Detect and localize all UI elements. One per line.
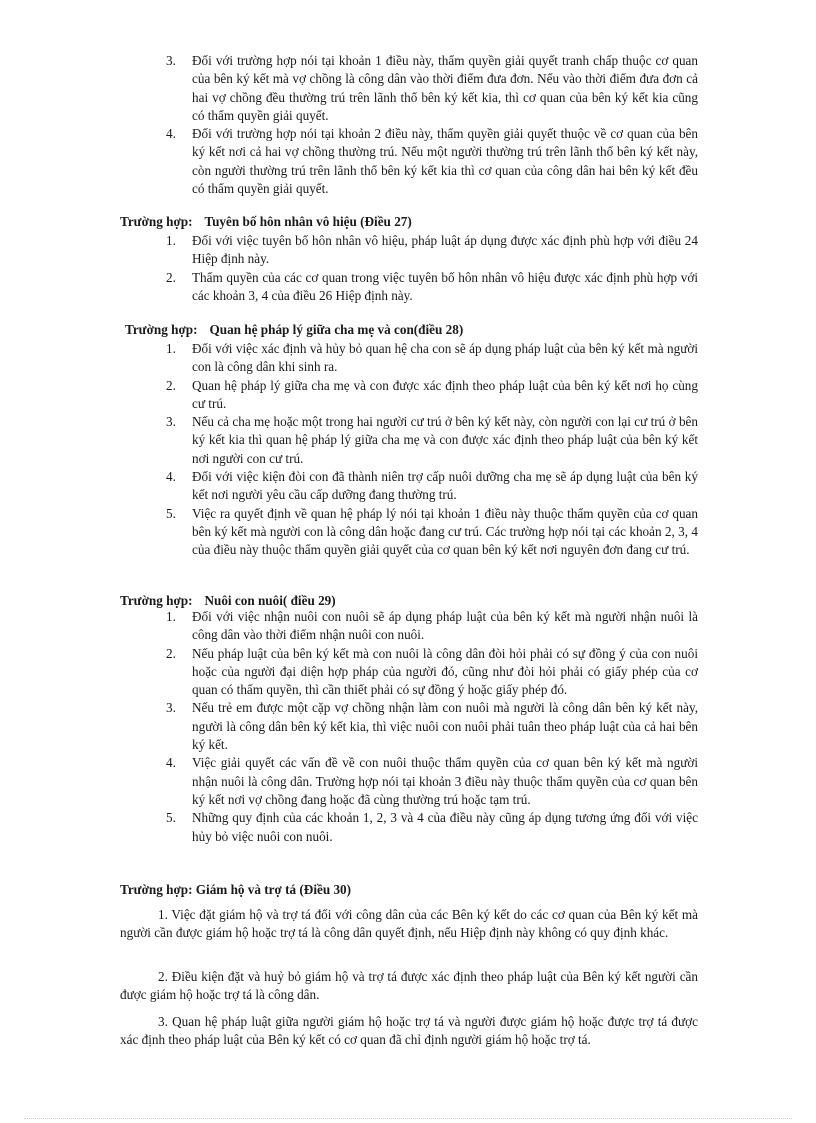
- item-number: 4.: [166, 755, 176, 771]
- item-text: Đối với việc tuyên bố hôn nhân vô hiệu, pháp luật áp dụng được xác định phù hợp với điều 24 Hiệp định này.: [192, 233, 698, 267]
- article-26-continued-list: [166, 52, 698, 198]
- heading-label: Trường hợp:: [120, 593, 193, 608]
- heading-title: Tuyên bố hôn nhân vô hiệu (Điều 27): [204, 214, 412, 229]
- list-item: [166, 608, 698, 645]
- list-item: [166, 809, 698, 846]
- item-number: 3.: [166, 414, 176, 430]
- item-text: Nếu cả cha mẹ hoặc một trong hai người cư trú ở bên ký kết này, còn người con lại cư trú ở bên ký kết kia thì quan hệ pháp lý giữa cha mẹ và con được xác định theo pháp luật của bên ký kết nơi người con cư trú.: [192, 414, 698, 466]
- item-text: Nếu trẻ em được một cặp vợ chồng nhận làm con nuôi mà người là công dân bên ký kết này, người là công dân bên ký kết kia, thì việc nuôi con nuôi phải tuân theo pháp luật của cả hai bên ký kết.: [192, 700, 698, 753]
- item-number: 3.: [166, 53, 176, 68]
- item-number: 1.: [166, 609, 176, 624]
- item-number: 2.: [166, 269, 176, 285]
- section-heading-article-27: [120, 213, 412, 231]
- item-number: 1.: [166, 233, 176, 248]
- article-29-list: [166, 608, 698, 846]
- list-item: [166, 505, 698, 560]
- paragraph: 2. Điều kiện đặt và huỷ bỏ giám hộ và trợ tá được xác định theo pháp luật của Bên ký kết người cần được giám hộ hoặc trợ tá là công dân.: [120, 969, 698, 1003]
- heading-title: Nuôi con nuôi( điều 29): [204, 593, 336, 608]
- item-text: Thẩm quyền của các cơ quan trong việc tuyên bố hôn nhân vô hiệu được xác định phù hợp với các khoản 3, 4 của điều 26 Hiệp định này.: [192, 269, 698, 303]
- list-item: [166, 125, 698, 198]
- list-item: [166, 52, 698, 125]
- item-text: Đối với việc kiện đòi con đã thành niên trợ cấp nuôi dưỡng cha mẹ sẽ áp dụng luật của bên ký kết nơi người yêu cầu cấp dưỡng đang thường trú.: [192, 469, 698, 503]
- article-27-list: [166, 232, 698, 305]
- item-number: 4.: [166, 126, 176, 142]
- list-item: [166, 413, 698, 468]
- item-number: 4.: [166, 469, 176, 485]
- list-item: [166, 468, 698, 505]
- list-item: [166, 340, 698, 377]
- list-item: [166, 645, 698, 700]
- list-item: [166, 377, 698, 414]
- list-item: [166, 232, 698, 269]
- article-28-list: [166, 340, 698, 560]
- list-item: [166, 699, 698, 754]
- item-text: Những quy định của các khoản 1, 2, 3 và 4 của điều này cũng áp dụng tương ứng đối với việc hủy bỏ việc nuôi con nuôi.: [192, 810, 698, 844]
- item-text: Quan hệ pháp lý giữa cha mẹ và con được xác định theo pháp luật của bên ký kết nơi họ cùng cư trú.: [192, 377, 698, 411]
- item-number: 5.: [166, 505, 176, 521]
- item-number: 2.: [166, 645, 176, 661]
- item-number: 2.: [166, 377, 176, 393]
- page-bottom-rule: [24, 1118, 792, 1119]
- item-text: Việc giải quyết các vấn đề về con nuôi thuộc thẩm quyền của cơ quan bên ký kết mà người nhận nuôi là công dân. Trường hợp nói tại khoản 3 điều này thuộc thẩm quyền của cơ quan bên ký kết nơi vợ chồng đang hoặc đã cùng thường trú hoặc tạm trú.: [192, 755, 698, 807]
- item-number: 5.: [166, 810, 176, 826]
- section-heading-article-30: Trường hợp: Giám hộ và trợ tá (Điều 30): [120, 882, 352, 897]
- heading-label: Trường hợp:: [120, 214, 193, 229]
- paragraph: 1. Việc đặt giám hộ và trợ tá đối với công dân của các Bên ký kết do các cơ quan của Bên ký kết mà người cần được giám hộ hoặc trợ tá là công dân quyết định, nếu Hiệp định này không có quy định khác.: [120, 907, 698, 941]
- item-text: Việc ra quyết định về quan hệ pháp lý nói tại khoản 1 điều này thuộc thẩm quyền của cơ quan bên ký kết mà người con là công dân hoặc đang cư trú. Các trường hợp nói tại các khoản 2, 3, 4 của điều này thuộc thẩm quyền giải quyết của cơ quan bên ký kết nơi nguyên đơn đang cư trú.: [192, 505, 698, 558]
- item-text: Đối với việc nhận nuôi con nuôi sẽ áp dụng pháp luật của bên ký kết mà người nhận nuôi là công dân vào thời điểm nhận nuôi con nuôi.: [192, 609, 698, 643]
- item-text: Đối với trường hợp nói tại khoản 1 điều này, thẩm quyền giải quyết tranh chấp thuộc cơ quan của bên ký kết mà vợ chồng là công dân vào thời điểm đưa đơn. Nếu vào thời điểm đưa đơn cả hai vợ chồng đều thường trú trên lãnh thổ bên ký kết kia, thì cơ quan của bên ký kết kia cũng có thẩm quyền giải quyết.: [192, 53, 698, 123]
- section-heading-article-28: [125, 321, 463, 339]
- list-item: [166, 269, 698, 306]
- paragraph: 3. Quan hệ pháp luật giữa người giám hộ hoặc trợ tá và người được giám hộ hoặc được trợ tá được xác định theo pháp luật của Bên ký kết có cơ quan đã chỉ định người giám hộ hoặc trợ tá.: [120, 1014, 698, 1048]
- item-text: Đối với việc xác định và hủy bỏ quan hệ cha con sẽ áp dụng pháp luật của bên ký kết mà người con là công dân khi sinh ra.: [192, 341, 698, 375]
- item-text: Nếu pháp luật của bên ký kết mà con nuôi là công dân đòi hỏi phải có sự đồng ý của con nuôi hoặc của người đại diện hợp pháp của người đó, cũng như đòi hỏi phải có giấy phép của cơ quan có thẩm quyền, thì cần thiết phải có sự đồng ý hoặc giấy phép đó.: [192, 645, 698, 698]
- heading-label: Trường hợp:: [125, 322, 198, 337]
- item-number: 1.: [166, 341, 176, 356]
- item-number: 3.: [166, 700, 176, 716]
- list-item: [166, 754, 698, 809]
- heading-title: Quan hệ pháp lý giữa cha mẹ và con(điều 28): [209, 322, 464, 337]
- item-text: Đối với trường hợp nói tại khoản 2 điều này, thẩm quyền giải quyết thuộc về cơ quan của bên ký kết nơi cả hai vợ chồng thường trú. Nếu một người thường trú trên lãnh thổ bên ký kết này, còn người thường trú trên lãnh thổ bên ký kết kia thì cơ quan của công dân hai bên ký kết đều có thẩm quyền giải quyết.: [192, 126, 698, 197]
